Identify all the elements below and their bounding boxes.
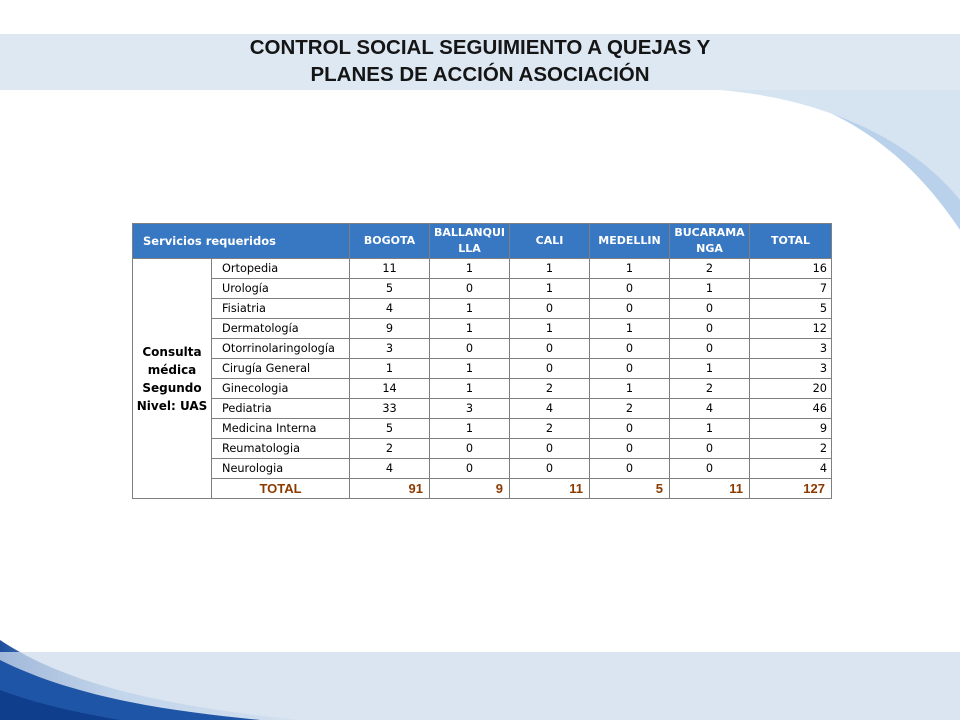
value-barranquilla: 1 — [430, 379, 510, 399]
table-row — [133, 419, 832, 439]
header-medellin: MEDELLIN — [590, 224, 670, 259]
value-bogota: 9 — [350, 319, 430, 339]
value-cali: 0 — [510, 359, 590, 379]
value-bogota: 1 — [350, 359, 430, 379]
service-name: Pediatria — [212, 399, 350, 419]
total-medellin: 5 — [590, 479, 670, 499]
value-bucaramanga: 0 — [670, 339, 750, 359]
value-medellin: 1 — [590, 379, 670, 399]
value-barranquilla: 1 — [430, 299, 510, 319]
value-barranquilla: 0 — [430, 459, 510, 479]
value-bucaramanga: 2 — [670, 379, 750, 399]
value-bucaramanga: 0 — [670, 299, 750, 319]
slide-title — [120, 34, 840, 88]
service-name: Reumatologia — [212, 439, 350, 459]
total-bucaramanga: 11 — [670, 479, 750, 499]
total-total: 127 — [750, 479, 832, 499]
value-cali: 0 — [510, 299, 590, 319]
header-bucaramanga: BUCARAMA NGA — [670, 224, 750, 259]
value-medellin: 0 — [590, 359, 670, 379]
service-name: Ortopedia — [212, 259, 350, 279]
value-medellin: 0 — [590, 299, 670, 319]
value-bogota: 3 — [350, 339, 430, 359]
value-bucaramanga: 0 — [670, 319, 750, 339]
title-line-1: CONTROL SOCIAL SEGUIMIENTO A QUEJAS Y — [249, 36, 711, 59]
value-medellin: 0 — [590, 279, 670, 299]
value-total: 20 — [750, 379, 832, 399]
value-total: 7 — [750, 279, 832, 299]
service-name: Cirugía General — [212, 359, 350, 379]
value-bucaramanga: 1 — [670, 359, 750, 379]
service-name: Otorrinolaringología — [212, 339, 350, 359]
value-medellin: 2 — [590, 399, 670, 419]
service-name: Fisiatria — [212, 299, 350, 319]
header-servicios: Servicios requeridos — [133, 224, 350, 259]
value-total: 9 — [750, 419, 832, 439]
value-bogota: 4 — [350, 459, 430, 479]
value-cali: 4 — [510, 399, 590, 419]
value-bucaramanga: 0 — [670, 439, 750, 459]
header-bogota: BOGOTA — [350, 224, 430, 259]
value-bogota: 11 — [350, 259, 430, 279]
header-barranquilla: BALLANQUI LLA — [430, 224, 510, 259]
value-bogota: 2 — [350, 439, 430, 459]
table-row — [133, 299, 832, 319]
value-bucaramanga: 1 — [670, 279, 750, 299]
value-bogota: 5 — [350, 279, 430, 299]
header-cali: CALI — [510, 224, 590, 259]
value-cali: 0 — [510, 339, 590, 359]
value-barranquilla: 1 — [430, 359, 510, 379]
header-row — [133, 224, 832, 259]
title-line-2: PLANES DE ACCIÓN ASOCIACIÓN — [310, 63, 650, 86]
service-name: Medicina Interna — [212, 419, 350, 439]
value-cali: 1 — [510, 259, 590, 279]
value-total: 46 — [750, 399, 832, 419]
value-total: 2 — [750, 439, 832, 459]
value-barranquilla: 0 — [430, 339, 510, 359]
value-total: 3 — [750, 359, 832, 379]
table-row — [133, 439, 832, 459]
service-name: Neurologia — [212, 459, 350, 479]
value-barranquilla: 0 — [430, 439, 510, 459]
value-medellin: 0 — [590, 439, 670, 459]
value-cali: 1 — [510, 279, 590, 299]
table-row — [133, 379, 832, 399]
group-label: Consulta médica Segundo Nivel: UAS — [133, 259, 212, 499]
table-row — [133, 339, 832, 359]
value-medellin: 1 — [590, 319, 670, 339]
total-cali: 11 — [510, 479, 590, 499]
value-bogota: 14 — [350, 379, 430, 399]
complaints-table — [132, 223, 832, 499]
value-medellin: 1 — [590, 259, 670, 279]
total-bogota: 91 — [350, 479, 430, 499]
value-barranquilla: 1 — [430, 419, 510, 439]
value-total: 3 — [750, 339, 832, 359]
total-row — [133, 479, 832, 499]
value-total: 4 — [750, 459, 832, 479]
value-cali: 2 — [510, 419, 590, 439]
table-row — [133, 459, 832, 479]
value-total: 12 — [750, 319, 832, 339]
value-bogota: 33 — [350, 399, 430, 419]
value-total: 16 — [750, 259, 832, 279]
value-bogota: 5 — [350, 419, 430, 439]
value-cali: 0 — [510, 459, 590, 479]
value-bucaramanga: 4 — [670, 399, 750, 419]
service-name: Urología — [212, 279, 350, 299]
table-row — [133, 259, 832, 279]
value-medellin: 0 — [590, 339, 670, 359]
value-barranquilla: 0 — [430, 279, 510, 299]
table-row — [133, 279, 832, 299]
table-row — [133, 359, 832, 379]
value-barranquilla: 1 — [430, 259, 510, 279]
value-barranquilla: 3 — [430, 399, 510, 419]
value-cali: 0 — [510, 439, 590, 459]
value-medellin: 0 — [590, 459, 670, 479]
table-row — [133, 399, 832, 419]
value-cali: 2 — [510, 379, 590, 399]
total-label: TOTAL — [212, 479, 350, 499]
value-cali: 1 — [510, 319, 590, 339]
value-bucaramanga: 2 — [670, 259, 750, 279]
header-total: TOTAL — [750, 224, 832, 259]
table-row — [133, 319, 832, 339]
service-name: Dermatología — [212, 319, 350, 339]
value-medellin: 0 — [590, 419, 670, 439]
value-total: 5 — [750, 299, 832, 319]
value-barranquilla: 1 — [430, 319, 510, 339]
value-bucaramanga: 0 — [670, 459, 750, 479]
total-barranquilla: 9 — [430, 479, 510, 499]
value-bucaramanga: 1 — [670, 419, 750, 439]
value-bogota: 4 — [350, 299, 430, 319]
service-name: Ginecologia — [212, 379, 350, 399]
